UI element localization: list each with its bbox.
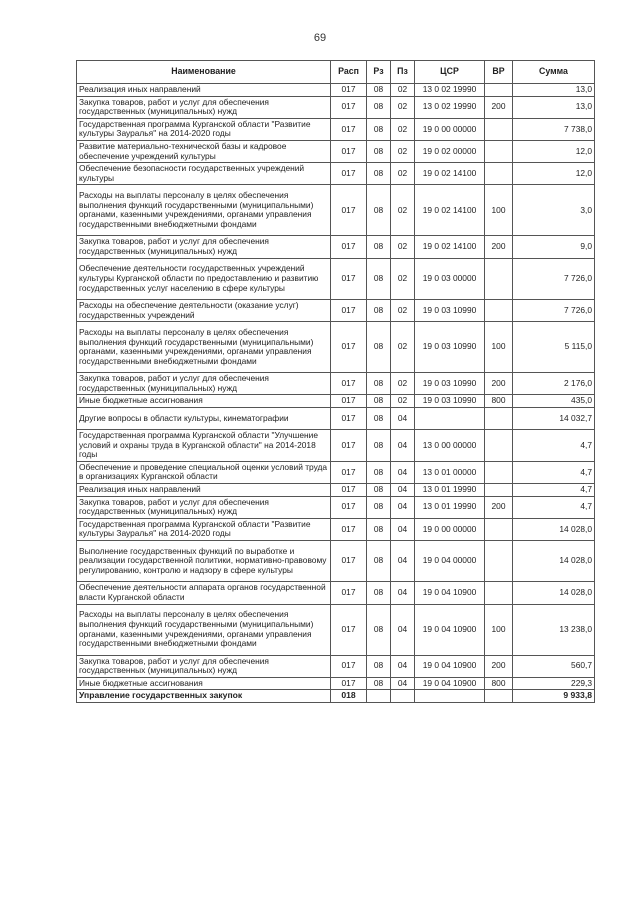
- cell-csr: [415, 407, 485, 429]
- cell-pz: 04: [391, 582, 415, 604]
- cell-rz: 08: [367, 496, 391, 518]
- cell-vr: [485, 582, 513, 604]
- cell-rz: 08: [367, 236, 391, 258]
- cell-name: Обеспечение безопасности государственных учреждений культуры: [77, 163, 331, 185]
- cell-csr: 19 0 02 14100: [415, 163, 485, 185]
- cell-pz: 04: [391, 430, 415, 462]
- cell-pz: 02: [391, 258, 415, 299]
- table-header-row: [77, 61, 595, 84]
- cell-name: Обеспечение и проведение специальной оценки условий труда в организациях Курганской области: [77, 461, 331, 483]
- table-row: [77, 395, 595, 408]
- table-row: [77, 185, 595, 236]
- cell-rasp: 017: [331, 582, 367, 604]
- cell-vr: [485, 518, 513, 540]
- cell-csr: 19 0 02 14100: [415, 185, 485, 236]
- table-row: [77, 299, 595, 321]
- cell-sum: 229,3: [513, 677, 595, 690]
- cell-pz: 04: [391, 407, 415, 429]
- cell-rasp: 017: [331, 163, 367, 185]
- cell-rasp: 017: [331, 484, 367, 497]
- cell-name: Расходы на выплаты персоналу в целях обеспечения выполнения функций государственными (муниципальными) органами, казенными учреждениями, органами управления государственными внебюджетными фондами: [77, 185, 331, 236]
- cell-pz: 04: [391, 604, 415, 655]
- cell-sum: 7 726,0: [513, 299, 595, 321]
- header-sum: Сумма: [513, 61, 595, 84]
- cell-csr: 19 0 03 10990: [415, 395, 485, 408]
- cell-vr: [485, 140, 513, 162]
- cell-name: Иные бюджетные ассигнования: [77, 677, 331, 690]
- cell-pz: 02: [391, 96, 415, 118]
- cell-vr: [485, 299, 513, 321]
- cell-csr: 19 0 03 10990: [415, 373, 485, 395]
- budget-table: [76, 60, 595, 703]
- cell-csr: 13 0 01 00000: [415, 461, 485, 483]
- cell-vr: [485, 118, 513, 140]
- cell-name: Расходы на обеспечение деятельности (оказание услуг) государственных учреждений: [77, 299, 331, 321]
- header-vr: ВР: [485, 61, 513, 84]
- cell-name: Управление государственных закупок: [77, 690, 331, 703]
- cell-rz: 08: [367, 407, 391, 429]
- cell-vr: 200: [485, 236, 513, 258]
- cell-vr: [485, 690, 513, 703]
- cell-rasp: 017: [331, 407, 367, 429]
- cell-rasp: 017: [331, 258, 367, 299]
- cell-vr: 200: [485, 655, 513, 677]
- cell-sum: 4,7: [513, 461, 595, 483]
- cell-rasp: 017: [331, 236, 367, 258]
- cell-sum: 435,0: [513, 395, 595, 408]
- cell-rasp: 017: [331, 118, 367, 140]
- cell-name: Закупка товаров, работ и услуг для обеспечения государственных (муниципальных) нужд: [77, 655, 331, 677]
- cell-rasp: 017: [331, 518, 367, 540]
- table-row: [77, 677, 595, 690]
- table-row: [77, 582, 595, 604]
- table-row: [77, 373, 595, 395]
- table-row: [77, 163, 595, 185]
- cell-sum: 14 028,0: [513, 541, 595, 582]
- table-row: [77, 236, 595, 258]
- table-row: [77, 655, 595, 677]
- cell-rasp: 017: [331, 322, 367, 373]
- cell-rz: 08: [367, 322, 391, 373]
- cell-rasp: 017: [331, 185, 367, 236]
- cell-pz: 02: [391, 236, 415, 258]
- cell-rasp: 017: [331, 461, 367, 483]
- header-pz: Пз: [391, 61, 415, 84]
- cell-csr: 19 0 04 10900: [415, 677, 485, 690]
- cell-vr: 200: [485, 373, 513, 395]
- cell-pz: 04: [391, 655, 415, 677]
- cell-csr: 19 0 04 00000: [415, 541, 485, 582]
- cell-sum: 9 933,8: [513, 690, 595, 703]
- cell-name: Обеспечение деятельности аппарата органов государственной власти Курганской области: [77, 582, 331, 604]
- cell-rasp: 017: [331, 84, 367, 97]
- table-row: [77, 484, 595, 497]
- page-number: 69: [313, 32, 327, 44]
- cell-rz: 08: [367, 518, 391, 540]
- cell-csr: 19 0 00 00000: [415, 518, 485, 540]
- cell-vr: 800: [485, 395, 513, 408]
- cell-name: Реализация иных направлений: [77, 84, 331, 97]
- cell-csr: 13 0 02 19990: [415, 96, 485, 118]
- cell-csr: 19 0 02 00000: [415, 140, 485, 162]
- cell-pz: 02: [391, 140, 415, 162]
- cell-pz: 02: [391, 299, 415, 321]
- cell-rz: 08: [367, 258, 391, 299]
- cell-vr: [485, 163, 513, 185]
- cell-sum: 5 115,0: [513, 322, 595, 373]
- cell-vr: [485, 461, 513, 483]
- cell-name: Обеспечение деятельности государственных учреждений культуры Курганской области по предоставлению и развитию государственных услуг населению в сфере культуры: [77, 258, 331, 299]
- cell-rz: 08: [367, 677, 391, 690]
- cell-sum: 4,7: [513, 430, 595, 462]
- cell-vr: 800: [485, 677, 513, 690]
- cell-rasp: 017: [331, 541, 367, 582]
- cell-sum: 4,7: [513, 496, 595, 518]
- cell-name: Реализация иных направлений: [77, 484, 331, 497]
- cell-sum: 13 238,0: [513, 604, 595, 655]
- cell-name: Закупка товаров, работ и услуг для обеспечения государственных (муниципальных) нужд: [77, 496, 331, 518]
- cell-csr: 19 0 04 10900: [415, 604, 485, 655]
- table-row: [77, 518, 595, 540]
- cell-name: Иные бюджетные ассигнования: [77, 395, 331, 408]
- cell-csr: 19 0 03 00000: [415, 258, 485, 299]
- table-body: [77, 84, 595, 703]
- cell-name: Государственная программа Курганской области "Развитие культуры Зауралья" на 2014-2020 годы: [77, 118, 331, 140]
- cell-rasp: 017: [331, 140, 367, 162]
- cell-rz: 08: [367, 541, 391, 582]
- cell-vr: [485, 541, 513, 582]
- table-row: [77, 322, 595, 373]
- cell-vr: 200: [485, 96, 513, 118]
- cell-rz: 08: [367, 140, 391, 162]
- cell-rz: 08: [367, 461, 391, 483]
- cell-sum: 4,7: [513, 484, 595, 497]
- cell-rasp: 017: [331, 96, 367, 118]
- cell-sum: 560,7: [513, 655, 595, 677]
- cell-sum: 12,0: [513, 163, 595, 185]
- cell-vr: [485, 484, 513, 497]
- cell-sum: 14 032,7: [513, 407, 595, 429]
- cell-rz: 08: [367, 430, 391, 462]
- table-row: [77, 258, 595, 299]
- cell-rz: [367, 690, 391, 703]
- cell-csr: 19 0 04 10900: [415, 655, 485, 677]
- cell-csr: 13 0 01 19990: [415, 484, 485, 497]
- cell-sum: 14 028,0: [513, 582, 595, 604]
- cell-rz: 08: [367, 84, 391, 97]
- cell-csr: 13 0 01 19990: [415, 496, 485, 518]
- cell-rz: 08: [367, 582, 391, 604]
- cell-rz: 08: [367, 395, 391, 408]
- cell-rz: 08: [367, 185, 391, 236]
- cell-pz: 04: [391, 677, 415, 690]
- cell-pz: 04: [391, 484, 415, 497]
- cell-name: Закупка товаров, работ и услуг для обеспечения государственных (муниципальных) нужд: [77, 96, 331, 118]
- cell-vr: [485, 407, 513, 429]
- cell-csr: [415, 690, 485, 703]
- cell-csr: 13 0 00 00000: [415, 430, 485, 462]
- cell-pz: 02: [391, 163, 415, 185]
- cell-name: Выполнение государственных функций по выработке и реализации государственной политики, нормативно-правовому регулированию, контролю и надзору в сфере культуры: [77, 541, 331, 582]
- cell-csr: 19 0 00 00000: [415, 118, 485, 140]
- cell-sum: 2 176,0: [513, 373, 595, 395]
- cell-rasp: 017: [331, 655, 367, 677]
- cell-rz: 08: [367, 373, 391, 395]
- cell-rz: 08: [367, 118, 391, 140]
- cell-vr: [485, 84, 513, 97]
- cell-pz: 04: [391, 461, 415, 483]
- cell-name: Расходы на выплаты персоналу в целях обеспечения выполнения функций государственными (муниципальными) органами, казенными учреждениями, органами управления государственными внебюджетными фондами: [77, 322, 331, 373]
- cell-pz: 02: [391, 373, 415, 395]
- cell-rasp: 017: [331, 430, 367, 462]
- cell-csr: 13 0 02 19990: [415, 84, 485, 97]
- cell-rz: 08: [367, 163, 391, 185]
- cell-pz: 04: [391, 518, 415, 540]
- cell-sum: 14 028,0: [513, 518, 595, 540]
- table-row: [77, 118, 595, 140]
- cell-vr: 100: [485, 604, 513, 655]
- table-row: [77, 690, 595, 703]
- cell-name: Государственная программа Курганской области "Улучшение условий и охраны труда в Курганской области" на 2014-2018 годы: [77, 430, 331, 462]
- cell-name: Закупка товаров, работ и услуг для обеспечения государственных (муниципальных) нужд: [77, 236, 331, 258]
- cell-pz: 04: [391, 496, 415, 518]
- cell-vr: 200: [485, 496, 513, 518]
- cell-rasp: 017: [331, 299, 367, 321]
- cell-rasp: 018: [331, 690, 367, 703]
- cell-vr: 100: [485, 322, 513, 373]
- table-row: [77, 604, 595, 655]
- cell-pz: [391, 690, 415, 703]
- cell-vr: [485, 258, 513, 299]
- cell-rasp: 017: [331, 373, 367, 395]
- cell-sum: 9,0: [513, 236, 595, 258]
- cell-pz: 02: [391, 118, 415, 140]
- table-row: [77, 541, 595, 582]
- cell-pz: 02: [391, 395, 415, 408]
- cell-csr: 19 0 03 10990: [415, 299, 485, 321]
- cell-rz: 08: [367, 484, 391, 497]
- cell-csr: 19 0 02 14100: [415, 236, 485, 258]
- table-row: [77, 96, 595, 118]
- cell-name: Развитие материально-технической базы и кадровое обеспечение учреждений культуры: [77, 140, 331, 162]
- cell-csr: 19 0 04 10900: [415, 582, 485, 604]
- cell-rz: 08: [367, 96, 391, 118]
- cell-csr: 19 0 03 10990: [415, 322, 485, 373]
- cell-sum: 3,0: [513, 185, 595, 236]
- header-rasp: Расп: [331, 61, 367, 84]
- table-row: [77, 461, 595, 483]
- cell-sum: 13,0: [513, 96, 595, 118]
- cell-rz: 08: [367, 655, 391, 677]
- cell-sum: 13,0: [513, 84, 595, 97]
- table-row: [77, 430, 595, 462]
- cell-name: Закупка товаров, работ и услуг для обеспечения государственных (муниципальных) нужд: [77, 373, 331, 395]
- cell-pz: 04: [391, 541, 415, 582]
- cell-rasp: 017: [331, 395, 367, 408]
- table-row: [77, 140, 595, 162]
- cell-pz: 02: [391, 84, 415, 97]
- cell-pz: 02: [391, 185, 415, 236]
- cell-rasp: 017: [331, 496, 367, 518]
- cell-name: Другие вопросы в области культуры, кинематографии: [77, 407, 331, 429]
- cell-rasp: 017: [331, 604, 367, 655]
- cell-rz: 08: [367, 604, 391, 655]
- header-csr: ЦСР: [415, 61, 485, 84]
- cell-sum: 12,0: [513, 140, 595, 162]
- cell-rasp: 017: [331, 677, 367, 690]
- header-name: Наименование: [77, 61, 331, 84]
- cell-vr: 100: [485, 185, 513, 236]
- table-row: [77, 84, 595, 97]
- table-row: [77, 407, 595, 429]
- header-rz: Рз: [367, 61, 391, 84]
- table-row: [77, 496, 595, 518]
- cell-pz: 02: [391, 322, 415, 373]
- cell-sum: 7 738,0: [513, 118, 595, 140]
- cell-sum: 7 726,0: [513, 258, 595, 299]
- cell-name: Государственная программа Курганской области "Развитие культуры Зауралья" на 2014-2020 годы: [77, 518, 331, 540]
- cell-rz: 08: [367, 299, 391, 321]
- cell-name: Расходы на выплаты персоналу в целях обеспечения выполнения функций государственными (муниципальными) органами, казенными учреждениями, органами управления государственными внебюджетными фондами: [77, 604, 331, 655]
- cell-vr: [485, 430, 513, 462]
